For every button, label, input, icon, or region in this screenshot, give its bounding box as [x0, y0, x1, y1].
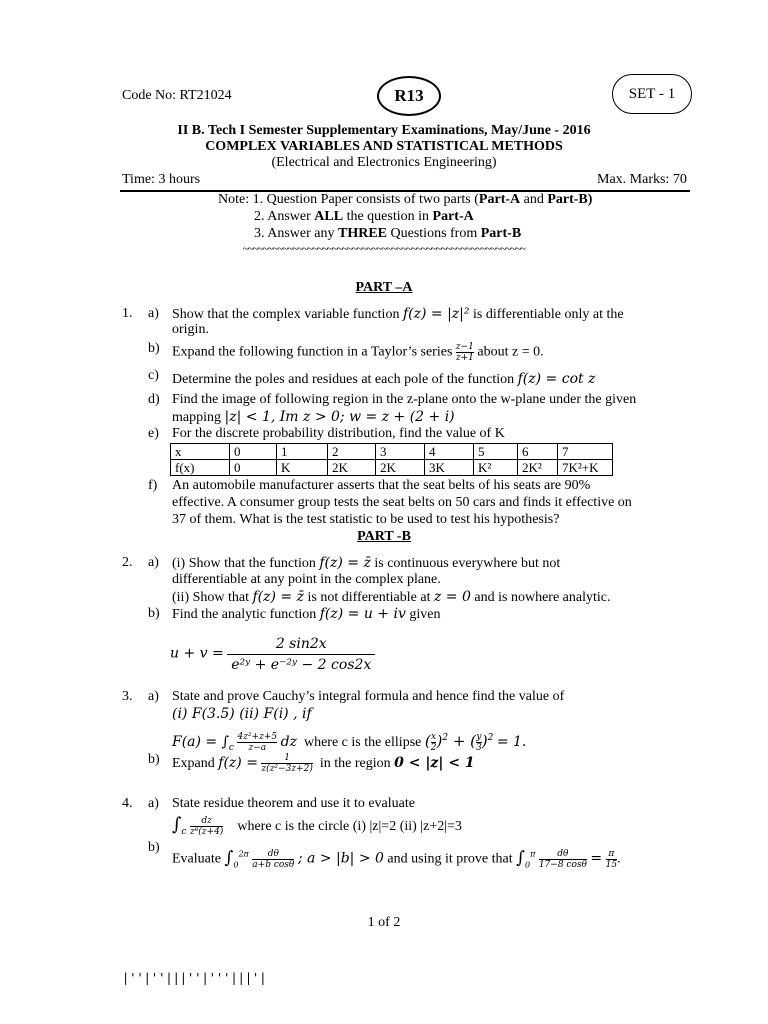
q2b-post: given: [409, 607, 441, 622]
q2b-pre: Find the analytic function: [172, 607, 317, 622]
q3b-region: 0 < |z| < 1: [394, 755, 475, 771]
q1d-line1: Find the image of following region in the z-plane onto the w-plane under the given: [172, 392, 637, 407]
q1d-label: d): [148, 392, 160, 407]
table-cell: 7: [558, 444, 613, 460]
q4a-fraction: [190, 816, 223, 837]
table-cell: 2: [328, 444, 376, 460]
note-1-bold-a: Part-A: [478, 192, 521, 207]
q1f-label: f): [148, 478, 158, 493]
q3b-pre: Expand: [172, 756, 215, 771]
exam-title: II B. Tech I Semester Supplementary Examinations, May/June - 2016: [177, 123, 591, 138]
q2b-math: f(z) = u + iv: [319, 606, 406, 622]
q4b-label: b): [148, 840, 160, 855]
table-cell: 7K²+K: [558, 460, 613, 476]
q3a-ellipse-tail: = 1.: [496, 734, 527, 750]
q4b-num2: dθ: [557, 848, 569, 859]
q4b-den: a+b cosθ: [252, 859, 295, 870]
q1f-line3: 37 of them. What is the test statistic to be used to test his hypothesis?: [172, 512, 560, 527]
q2a-label: a): [148, 555, 159, 570]
probability-table: [170, 443, 613, 476]
q1c-math: f(z) = cot z: [517, 371, 596, 387]
q4a-formula: [172, 813, 462, 844]
q3b-num: 1: [284, 753, 290, 764]
q3a-integral: F(a) = ∫: [172, 734, 229, 750]
q4a-contour: c: [181, 826, 187, 837]
q4b-res-num: π: [608, 848, 615, 859]
q3b-text: [172, 753, 475, 774]
q1c-pre: Determine the poles and residues at each pole of the function: [172, 372, 515, 387]
note-2-mid: the question in: [343, 209, 433, 224]
q2b-den: e²ʸ + e⁻²ʸ − 2 cos2x: [227, 654, 375, 675]
table-cell: K²: [474, 460, 518, 476]
q4b-integral-2: $\int_0^\pi$: [516, 847, 536, 870]
q1d-math: |z| < 1, Im z > 0; w = z + (2 + i): [224, 409, 455, 425]
q2b-lhs: u + v =: [170, 645, 224, 662]
q1a-pre: Show that the complex variable function: [172, 307, 400, 322]
q1a-text: [172, 306, 624, 323]
q3a-dz: dz: [280, 734, 297, 750]
tilde-divider: ~~~~~~~~~~~~~~~~~~~~~~~~~~~~~~~~~~~~~~~~~~~~~~~~~~~~~~~~~: [242, 243, 526, 255]
set-badge: SET - 1: [612, 74, 692, 114]
q2b-label: b): [148, 606, 160, 621]
table-cell: 0: [230, 460, 277, 476]
q4b-cond: ; a > |b| > 0: [297, 850, 384, 867]
q2b-text: [172, 606, 441, 623]
q4a-integral: ∫: [172, 814, 182, 835]
note-2: [254, 209, 474, 225]
note-3-mid: Questions from: [387, 226, 481, 241]
note-2-text: 2. Answer: [254, 209, 315, 224]
q1b-fraction: [456, 342, 474, 363]
q1e-text: For the discrete probability distribution, find the value of K: [172, 426, 505, 441]
table-cell: 5: [474, 444, 518, 460]
q1a-label: a): [148, 306, 159, 321]
q2a-post: is continuous everywhere but not: [374, 556, 561, 571]
note-1: [218, 192, 592, 208]
q2a-pre: (i) Show that the function: [172, 556, 316, 571]
q4a-line1: State residue theorem and use it to evaluate: [172, 796, 415, 811]
q3a-label: a): [148, 689, 159, 704]
note-2-bold-a: ALL: [314, 209, 344, 224]
q3b-mid: in the region: [319, 756, 391, 771]
q1b-den: z+1: [455, 353, 474, 363]
q4b-result: [606, 849, 617, 870]
q2a-ii-pre: (ii) Show that: [172, 590, 249, 605]
question-2-number: 2.: [122, 555, 133, 570]
q3a-fraction: [237, 732, 277, 753]
branch-name: (Electrical and Electronics Engineering): [271, 155, 497, 170]
exam-time: Time: 3 hours: [122, 172, 201, 187]
q4b-den2: 17−8 cosθ: [538, 859, 587, 870]
q2a-ii-post: and is nowhere analytic.: [474, 590, 611, 605]
q1b-label: b): [148, 341, 160, 356]
table-cell: K: [277, 460, 328, 476]
q4b-mid: and using it prove that: [387, 851, 513, 867]
q4a-den: z⁸(z+4): [189, 827, 224, 838]
q3a-line1: State and prove Cauchy’s integral formula and hence find the value of: [172, 689, 565, 704]
q4a-num: dz: [201, 816, 212, 827]
q1d-pre: mapping: [172, 410, 221, 425]
q1c-label: c): [148, 368, 159, 383]
max-marks: Max. Marks: 70: [597, 172, 687, 187]
q4b-res-den: 15: [605, 859, 618, 870]
table-row-x: [171, 444, 613, 460]
q3a-contour: c: [228, 742, 234, 753]
regulation-badge: R13: [377, 76, 441, 116]
table-cell: 3: [376, 444, 425, 460]
note-1-bold-b: Part-B): [547, 192, 593, 207]
q4b-text: Evaluate $\int_0^{2\pi}$ $\frac{d\theta}{\text{a+b cosθ}}$ ; a > |b| > 0 and using it prove that $\int_0^\pi$ $\frac{d\theta}{17-8 \cos\theta}$ = $\frac{\pi}{15}$ .: [172, 847, 621, 870]
page-number: 1 of 2: [367, 915, 401, 930]
table-cell: 6: [518, 444, 558, 460]
q2b-equation: [170, 634, 375, 675]
q3b-label: b): [148, 752, 160, 767]
q2a-line2: differentiable at any point in the complex plane.: [172, 572, 441, 587]
q4b-fraction-2: [539, 849, 587, 870]
note-3-bold-b: Part-B: [480, 226, 522, 241]
q2b-fraction: [227, 634, 375, 675]
table-cell: 1: [277, 444, 328, 460]
note-1-mid: and: [520, 192, 548, 207]
q1a-line2: origin.: [172, 322, 209, 337]
q1a-post: is differentiable only at the: [473, 307, 624, 322]
q1d-line2: [172, 409, 455, 426]
table-cell: 0: [230, 444, 277, 460]
q1c-text: [172, 371, 595, 388]
q2b-num: 2 sin2x: [275, 636, 327, 652]
subject-title: COMPLEX VARIABLES AND STATISTICAL METHODS: [205, 139, 563, 154]
table-cell: 4: [425, 444, 474, 460]
q1f-line1: An automobile manufacturer asserts that the seat belts of his seats are 90%: [172, 478, 591, 493]
note-3-text: 3. Answer any: [254, 226, 338, 241]
q1b-text: [172, 342, 544, 363]
question-4-number: 4.: [122, 796, 133, 811]
note-1-text: Note: 1. Question Paper consists of two parts (: [218, 192, 479, 207]
q2a-text: [172, 555, 560, 572]
table-cell: 3K: [425, 460, 474, 476]
q4a-label: a): [148, 796, 159, 811]
table-cell: x: [171, 444, 230, 460]
q1e-label: e): [148, 426, 159, 441]
note-3: [254, 226, 521, 242]
q4b-fraction: [252, 849, 294, 870]
q1f-line2: effective. A consumer group tests the seat belts on 50 cars and finds it effective on: [172, 495, 632, 510]
barcode: |''|''|||''|'''|||'|: [122, 971, 267, 985]
q4b-integral-1: $\int_0^{2\pi}$: [224, 847, 249, 870]
q4a-where: where c is the circle (i) |z|=2 (ii) |z+2|=3: [237, 819, 462, 834]
table-row-fx: [171, 460, 613, 476]
table-cell: f(x): [171, 460, 230, 476]
q2a-part-ii: [172, 589, 610, 606]
q3a-where: where c is the ellipse: [303, 735, 422, 750]
part-b-title: PART -B: [357, 529, 411, 544]
q3b-den: z(z²−3z+2): [261, 764, 313, 775]
note-3-bold-a: THREE: [338, 226, 388, 241]
q2a-math: f(z) = z̄: [319, 555, 371, 571]
q3a-ellipse: ( $\frac{x}{2}$ )$^2$ + ( $\frac{y}{3}$ )$^2$: [424, 731, 494, 753]
table-cell: 2K²: [518, 460, 558, 476]
question-1-number: 1.: [122, 306, 133, 321]
q1b-pre: Expand the following function in a Taylor’s series: [172, 344, 453, 360]
q3b-fraction: [261, 753, 312, 774]
part-a-title: PART –A: [355, 280, 413, 295]
q2a-ii-math2: z = 0: [433, 589, 471, 605]
q4b-num: dθ: [267, 848, 279, 859]
q3a-num: 4z²+z+5: [237, 732, 278, 743]
table-cell: 2K: [328, 460, 376, 476]
table-cell: 2K: [376, 460, 425, 476]
q2a-ii-math: f(z) = z̄: [252, 589, 304, 605]
q1a-math: f(z) = |z|²: [402, 306, 470, 322]
q1b-post: about z = 0.: [477, 344, 544, 360]
q4b-pre: Evaluate: [172, 851, 221, 867]
note-2-bold-b: Part-A: [432, 209, 474, 224]
q2a-ii-mid: is not differentiable at: [307, 590, 431, 605]
question-3-number: 3.: [122, 689, 133, 704]
q3a-den: z−a: [237, 742, 277, 753]
q3b-math: f(z) =: [218, 755, 258, 771]
q1b-num: z−1: [455, 342, 474, 352]
q3a-line2: (i) F(3.5) (ii) F(i) , if: [172, 706, 312, 722]
code-number: Code No: RT21024: [122, 88, 232, 103]
